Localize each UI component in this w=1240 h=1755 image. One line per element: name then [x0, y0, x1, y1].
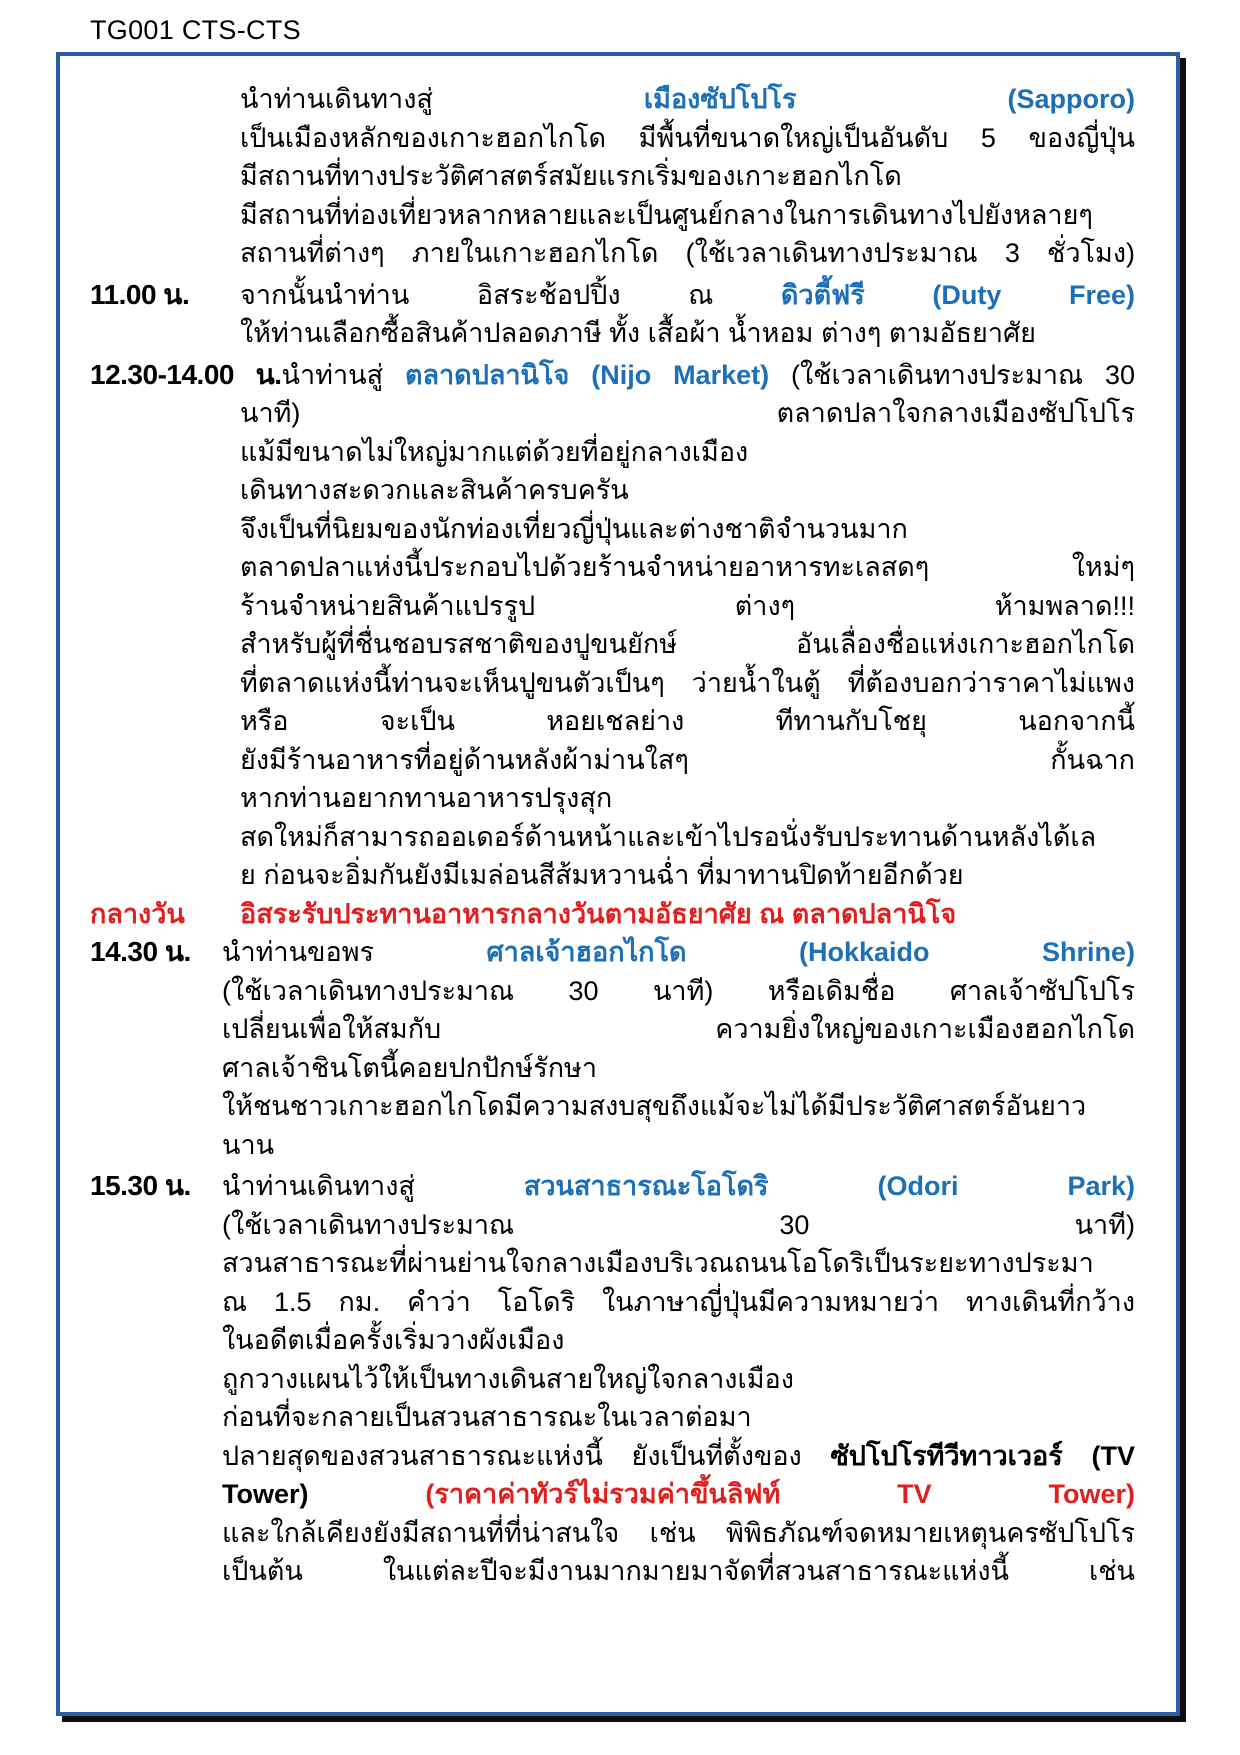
odori-tail-line: เป็นต้น ในแต่ละปีจะมีงานมากมายมาจัดที่สวนสาธารณะแห่งนี้ เช่น — [222, 1556, 1135, 1586]
price-note: (ราคาค่าทัวร์ไม่รวมค่าขึ้นลิฟท์ TV Tower) — [308, 1479, 1135, 1509]
shrine-body — [222, 933, 1135, 1164]
sapporo-line: เป็นเมืองหลักของเกาะฮอกไกโด มีพื้นที่ขนาดใหญ่เป็นอันดับ 5 ของญี่ปุ่น — [240, 122, 1135, 153]
lunch-label: กลางวัน — [90, 898, 185, 929]
shrine-line: เปลี่ยนเพื่อให้สมกับ ความยิ่งใหญ่ของเกาะเมืองฮอกไกโด — [222, 1014, 1135, 1044]
duty-free-time: 11.00 น. — [90, 278, 190, 310]
nijo-line: จึงเป็นที่นิยมของนักท่องเที่ยวญี่ปุ่นและต่างชาติจำนวนมาก — [240, 513, 908, 544]
nijo-line: หรือ จะเป็น หอยเชลย่าง ทีทานกับโชยุ นอกจากนี้ — [240, 706, 1135, 736]
shrine-line: (ใช้เวลาเดินทางประมาณ 30 นาที) หรือเดิมชื่อ ศาลเจ้าซัปโปโร — [222, 975, 1135, 1006]
tv-tower-name-cont: Tower) — [222, 1479, 309, 1509]
shrine-lead: นำท่านขอพร — [222, 937, 487, 967]
odori-entry — [90, 1167, 1135, 1591]
duty-free-line: ให้ท่านเลือกซื้อสินค้าปลอดภาษี ทั้ง เสื้อผ้า น้ำหอม ต่างๆ ตามอัธยาศัย — [240, 318, 1036, 348]
duty-free-lead: จากนั้นนำท่าน อิสระช้อปปิ้ง ณ — [240, 279, 781, 310]
shrine-line: ให้ชนชาวเกาะฮอกไกโดมีความสงบสุขถึงแม้จะไม่ได้มีประวัติศาสตร์อันยาว — [222, 1091, 1087, 1121]
odori-place: สวนสาธารณะโอโดริ (Odori Park) — [523, 1171, 1135, 1201]
shrine-time: 14.30 น. — [90, 936, 191, 967]
nijo-line: ย ก่อนจะอิ่มกันยังมีเมล่อนสีส้มหวานฉ่ำ ที่มาทานปิดท้ายอีกด้วย — [240, 860, 964, 890]
nijo-body — [90, 356, 1135, 895]
odori-line: ถูกวางแผนไว้ให้เป็นทางเดินสายใหญ่ใจกลางเมือง — [222, 1363, 794, 1394]
nijo-line: ยังมีร้านอาหารที่อยู่ด้านหลังผ้าม่านใสๆ กั้นฉาก — [240, 744, 1135, 775]
shrine-line: ศาลเจ้าชินโตนี้คอยปกปักษ์รักษา — [222, 1052, 598, 1083]
shrine-place: ศาลเจ้าฮอกไกโด (Hokkaido Shrine) — [486, 937, 1136, 967]
nijo-line: เดินทางสะดวกและสินค้าครบครัน — [240, 475, 629, 505]
odori-line: ก่อนที่จะกลายเป็นสวนสาธารณะในเวลาต่อมา — [222, 1402, 752, 1432]
duty-free-place: ดิวตี้ฟรี (Duty Free) — [780, 279, 1135, 310]
nijo-time: 12.30-14.00 น. — [90, 358, 282, 390]
nijo-entry — [90, 356, 1135, 895]
sapporo-lead: นำท่านเดินทางสู่ — [240, 84, 644, 114]
duty-free-entry — [90, 276, 1135, 353]
odori-line: สวนสาธารณะที่ผ่านย่านใจกลางเมืองบริเวณถนนโอโดริเป็นระยะทางประมา — [222, 1248, 1094, 1278]
nijo-line: แม้มีขนาดไม่ใหญ่มากแต่ด้วยที่อยู่กลางเมือง — [240, 436, 749, 467]
lunch-text: อิสระรับประทานอาหารกลางวันตามอัธยาศัย ณ ตลาดปลานิโจ — [240, 898, 957, 929]
nijo-description — [240, 394, 1135, 895]
sapporo-line: มีสถานที่ทางประวัติศาสตร์สมัยแรกเริ่มของเกาะฮอกไกโด — [240, 161, 902, 191]
nijo-line: นาที) ตลาดปลาใจกลางเมืองซัปโปโร — [240, 398, 1135, 428]
nijo-lead: นำท่านสู่ — [281, 359, 405, 390]
nijo-line: ตลาดปลาแห่งนี้ประกอบไปด้วยร้านจำหน่ายอาหารทะเลสดๆ ใหม่ๆ — [240, 552, 1135, 582]
sapporo-entry — [90, 80, 1135, 273]
nijo-heading-line — [90, 356, 1135, 395]
lunch-entry — [90, 895, 1135, 934]
odori-line: ณ 1.5 กม. คำว่า โอโดริ ในภาษาญี่ปุ่นมีความหมายว่า ทางเดินที่กว้าง — [222, 1286, 1135, 1317]
odori-line: ในอดีตเมื่อครั้งเริ่มวางผังเมือง — [222, 1325, 565, 1355]
nijo-tail: (ใช้เวลาเดินทางประมาณ 30 — [769, 359, 1135, 390]
sapporo-line: สถานที่ต่างๆ ภายในเกาะฮอกไกโด (ใช้เวลาเดินทางประมาณ 3 ชั่วโมง) — [240, 238, 1135, 268]
odori-heading-line — [222, 1167, 1135, 1206]
nijo-line: สดใหม่ก็สามารถออเดอร์ด้านหน้าและเข้าไปรอนั่งรับประทานด้านหลังได้เล — [240, 821, 1097, 852]
nijo-line: หากท่านอยากทานอาหารปรุงสุก — [240, 783, 613, 813]
tv-tower-lead: ปลายสุดของสวนสาธารณะแห่งนี้ ยังเป็นที่ตั้งของ — [222, 1440, 831, 1471]
itinerary-content — [90, 80, 1135, 1591]
price-note-line — [222, 1475, 1135, 1514]
shrine-heading-line — [222, 933, 1135, 972]
sapporo-body — [240, 80, 1135, 273]
duty-free-heading-line — [240, 276, 1135, 315]
shrine-entry — [90, 933, 1135, 1164]
nijo-line: ที่ตลาดแห่งนี้ท่านจะเห็นปูขนตัวเป็นๆ ว่ายน้ำในตู้ ที่ต้องบอกว่าราคาไม่แพง — [240, 667, 1135, 698]
duty-free-body — [240, 276, 1135, 353]
nijo-place: ตลาดปลานิโจ (Nijo Market) — [404, 359, 770, 390]
shrine-line: นาน — [222, 1129, 275, 1160]
itinerary-frame — [56, 52, 1180, 1716]
sapporo-heading-line — [240, 80, 1135, 119]
nijo-line: ร้านจำหน่ายสินค้าแปรรูป ต่างๆ ห้ามพลาด!!! — [240, 590, 1135, 621]
odori-tail-line: และใกล้เคียงยังมีสถานที่ที่น่าสนใจ เช่น พิพิธภัณฑ์จดหมายเหตุนครซัปโปโร — [222, 1517, 1135, 1548]
sapporo-place: เมืองซัปโปโร (Sapporo) — [643, 84, 1135, 114]
sapporo-line: มีสถานที่ท่องเที่ยวหลากหลายและเป็นศูนย์กลางในการเดินทางไปยังหลายๆ — [240, 199, 1093, 230]
odori-time: 15.30 น. — [90, 1170, 191, 1201]
document-code: TG001 CTS-CTS — [90, 15, 301, 45]
odori-lead: นำท่านเดินทางสู่ — [222, 1171, 524, 1201]
tv-tower-line — [222, 1437, 1135, 1476]
odori-line: (ใช้เวลาเดินทางประมาณ 30 นาที) — [222, 1209, 1135, 1240]
tv-tower-name: ซัปโปโรทีวีทาวเวอร์ (TV — [830, 1440, 1136, 1471]
odori-body — [222, 1167, 1135, 1591]
nijo-line: สำหรับผู้ที่ชื่นชอบรสชาติของปูขนยักษ์ อันเลื่องชื่อแห่งเกาะฮอกไกโด — [240, 629, 1135, 659]
